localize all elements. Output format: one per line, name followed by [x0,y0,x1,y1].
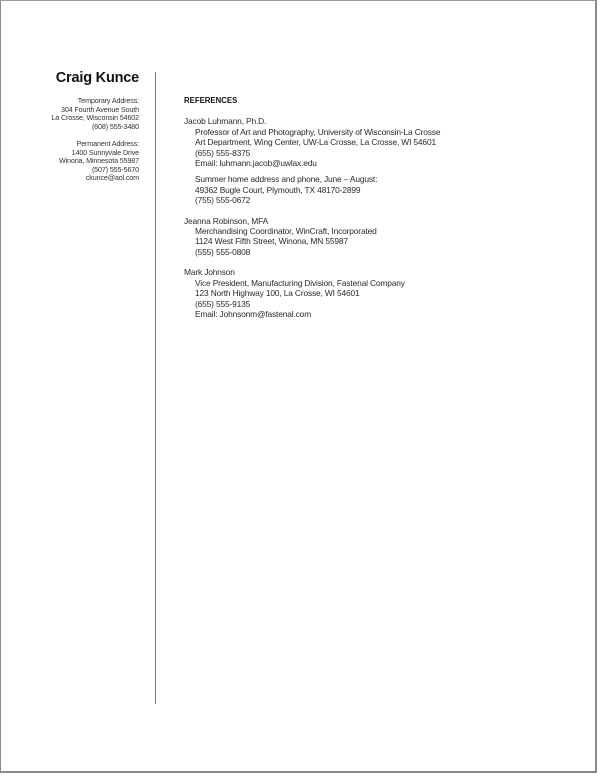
reference-address: 1124 West Fifth Street, Winona, MN 55987 [195,236,348,247]
permanent-address-line: Winona, Minnesota 55987 [58,156,139,166]
permanent-phone: (507) 555-5670 [91,164,139,174]
temporary-address-label: Temporary Address: [77,96,139,105]
temporary-phone: (608) 555-3480 [91,121,139,131]
reference-email[interactable]: Email: luhmann.jacob@uwlax.edu [195,158,317,169]
reference-address: 123 North Highway 100, La Crosse, WI 54601 [195,288,360,299]
column-divider [155,72,156,704]
reference-summer-info [184,174,584,205]
temporary-address [51,97,139,131]
reference-title: Professor of Art and Photography, University of Wisconsin-La Crosse [195,126,441,137]
reference-name: Jeanna Robinson, MFA [184,215,269,226]
permanent-address-label: Permanent Address: [76,139,139,148]
reference-phone: (655) 555-9135 [195,298,251,309]
reference-title: Merchandising Coordinator, WinCraft, Incorporated [195,226,377,237]
reference-name: Mark Johnson [184,267,235,278]
reference-phone: (555) 555-0808 [195,246,251,257]
temporary-address-line: 304 Fourth Avenue South [61,104,139,114]
reference-entry [184,216,584,258]
reference-entry [184,116,584,205]
summer-phone: (755) 555-0672 [195,195,251,206]
references-section [184,96,584,329]
summer-note: Summer home address and phone, June – August: [195,174,378,185]
section-heading: REFERENCES [184,96,238,105]
permanent-address-line: 1400 Sunnyvale Drive [71,147,139,157]
reference-title: Vice President, Manufacturing Division, Fastenal Company [195,277,405,288]
temporary-address-line: La Crosse, Wisconsin 54602 [51,113,139,123]
email-link[interactable]: ckunce@aol.com [85,173,139,183]
reference-address: Art Department, Wing Center, UW-La Crosse, La Crosse, WI 54601 [195,137,436,148]
reference-email[interactable]: Email: Johnsonm@fastenal.com [195,308,312,319]
reference-name: Jacob Luhmann, Ph.D. [184,116,267,127]
applicant-name: Craig Kunce [55,70,139,86]
reference-phone: (655) 555-8375 [195,147,251,158]
summer-address: 49362 Bugle Court, Plymouth, TX 48170-2899 [195,184,361,195]
reference-entry [184,267,584,319]
permanent-address [59,140,139,183]
